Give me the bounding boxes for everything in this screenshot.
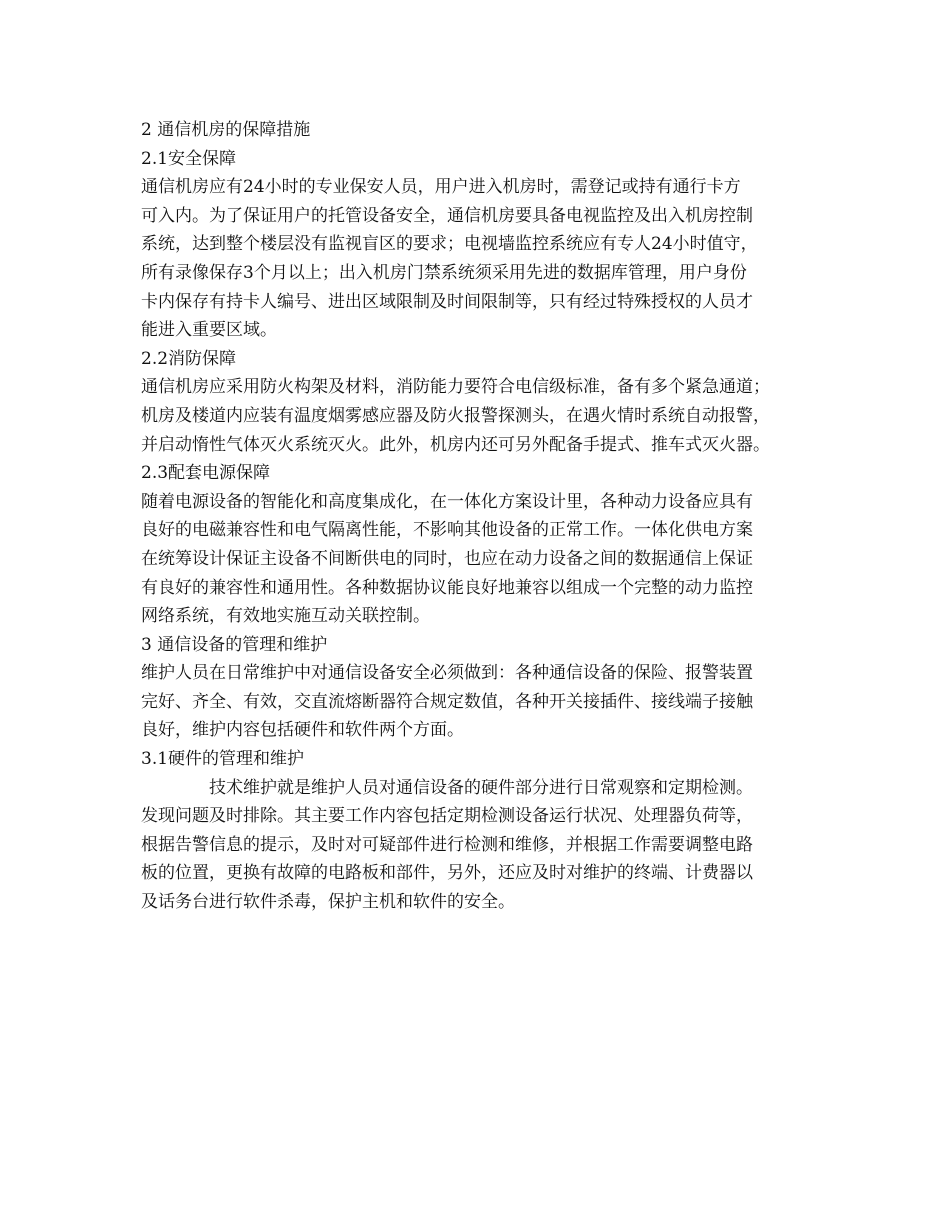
paragraph-line: 通信机房应有24小时的专业保安人员，用户进入机房时，需登记或持有通行卡方	[141, 177, 741, 198]
paragraph-line: 通信机房应采用防火构架及材料，消防能力要符合电信级标准，备有多个紧急通道；	[141, 377, 770, 398]
paragraph-line: 在统筹设计保证主设备不间断供电的同时，也应在动力设备之间的数据通信上保证	[141, 548, 753, 569]
paragraph-line: 维护人员在日常维护中对通信设备安全必须做到：各种通信设备的保险、报警装置	[141, 663, 753, 684]
document-body	[141, 116, 831, 921]
paragraph-line: 良好的电磁兼容性和电气隔离性能，不影响其他设备的正常工作。一体化供电方案	[141, 520, 753, 541]
paragraph-line: 板的位置，更换有故障的电路板和部件，另外，还应及时对维护的终端、计费器以	[141, 863, 753, 884]
paragraph-line: 发现问题及时排除。其主要工作内容包括定期检测设备运行状况、处理器负荷等，	[141, 806, 753, 827]
paragraph-line: 并启动惰性气体灭火系统灭火。此外，机房内还可另外配备手提式、推车式灭火器。	[141, 434, 770, 455]
paragraph-line: 根据告警信息的提示，及时对可疑部件进行检测和维修，并根据工作需要调整电路	[141, 834, 753, 855]
subsection-heading: 2.1安全保障	[141, 148, 237, 169]
paragraph-line: 能进入重要区域。	[141, 320, 277, 341]
section-heading: 2 通信机房的保障措施	[141, 120, 311, 140]
paragraph-line: 有良好的兼容性和通用性。各种数据协议能良好地兼容以组成一个完整的动力监控	[141, 577, 753, 598]
section-heading: 3 通信设备的管理和维护	[141, 634, 328, 655]
paragraph-line: 机房及楼道内应装有温度烟雾感应器及防火报警探测头，在遇火情时系统自动报警，	[141, 405, 770, 426]
paragraph-line: 及话务台进行软件杀毒，保护主机和软件的安全。	[141, 892, 515, 913]
paragraph-line: 随着电源设备的智能化和高度集成化，在一体化方案设计里，各种动力设备应具有	[141, 491, 753, 512]
subsection-heading: 2.2消防保障	[141, 348, 237, 369]
paragraph-line: 网络系统，有效地实施互动关联控制。	[141, 606, 430, 627]
paragraph-line: 系统，达到整个楼层没有监视盲区的要求；电视墙监控系统应有专人24小时值守，	[141, 234, 758, 255]
subsection-heading: 2.3配套电源保障	[141, 463, 271, 484]
paragraph-line: 所有录像保存3个月以上；出入机房门禁系统须采用先进的数据库管理，用户身份	[141, 262, 747, 283]
paragraph-line: 卡内保存有持卡人编号、进出区域限制及时间限制等，只有经过特殊授权的人员才	[141, 291, 753, 312]
paragraph-line: 技术维护就是维护人员对通信设备的硬件部分进行日常观察和定期检测。	[209, 777, 753, 798]
subsection-heading: 3.1硬件的管理和维护	[141, 749, 305, 770]
paragraph-line: 可入内。为了保证用户的托管设备安全，通信机房要具备电视监控及出入机房控制	[141, 205, 753, 226]
paragraph-line: 良好，维护内容包括硬件和软件两个方面。	[141, 720, 464, 741]
paragraph-line: 完好、齐全、有效，交直流熔断器符合规定数值，各种开关接插件、接线端子接触	[141, 691, 753, 712]
